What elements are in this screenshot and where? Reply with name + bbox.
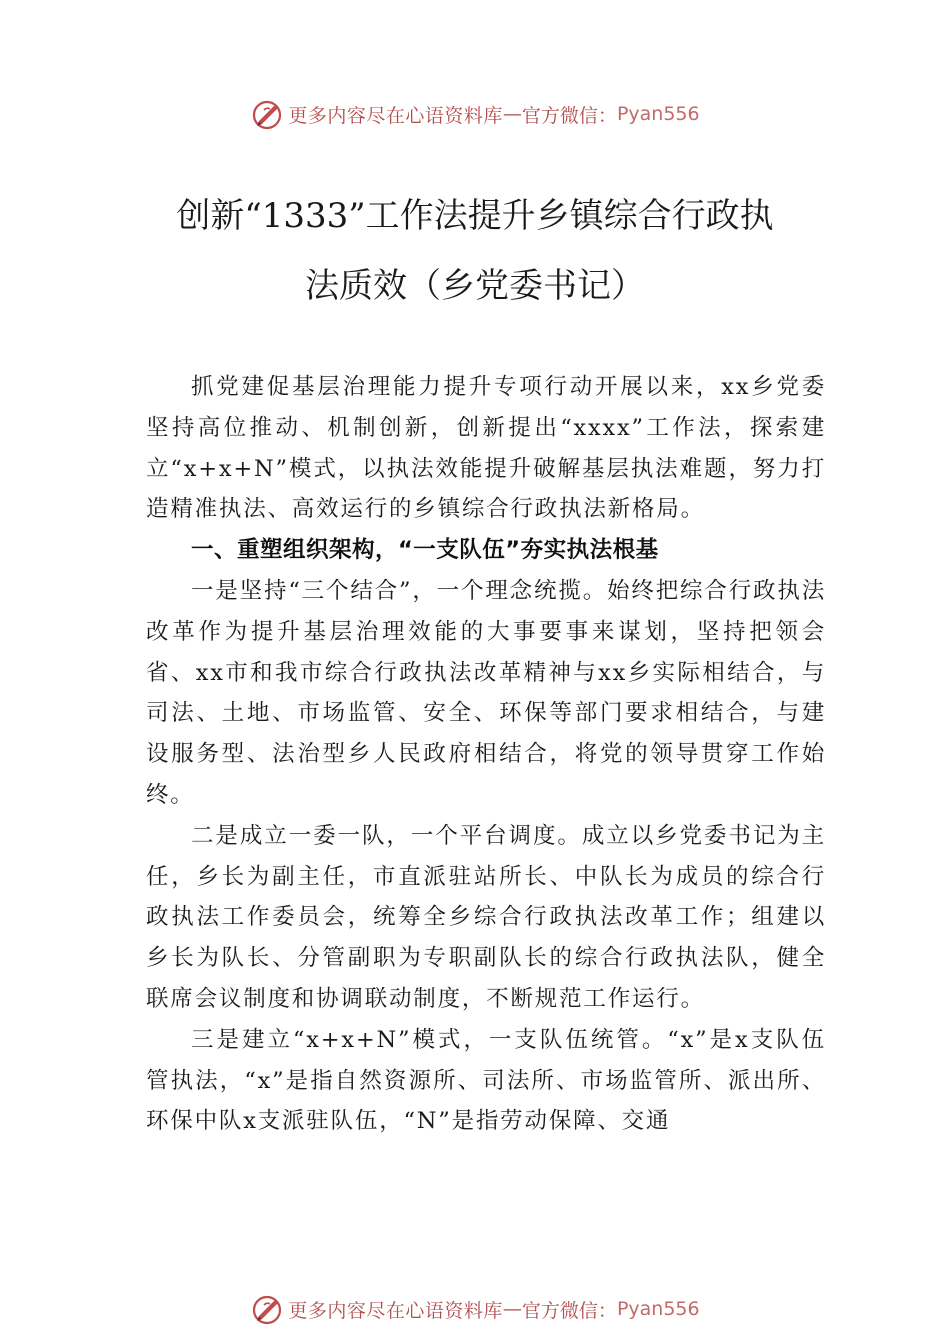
- pen-logo-icon: [250, 97, 284, 131]
- watermark-wechat-id: Pyan556: [616, 1298, 700, 1320]
- watermark-wechat-label: 官方微信：: [521, 1299, 617, 1322]
- watermark-wechat-label: 官方微信：: [521, 104, 617, 127]
- watermark-prefix: 更多内容尽在心语资料库: [288, 104, 503, 127]
- watermark-dash: —: [502, 103, 522, 125]
- paragraph-1: 一是坚持“三个结合”，一个理念统揽。始终把综合行政执法改革作为提升基层治理效能的大事要事来谋划，坚持把领会省、xx市和我市综合行政执法改革精神与xx乡实际相结合，与司法、土地、市场监管、安全、环保等部门要求相结合，与建设服务型、法治型乡人民政府相结合，将党的领导贯穿工作始终。: [146, 577, 826, 808]
- document-title-line2: 法质效（乡党委书记）: [305, 266, 645, 306]
- watermark-wechat-id: Pyan556: [616, 103, 700, 125]
- watermark-header: [0, 94, 950, 134]
- intro-paragraph: 抓党建促基层治理能力提升专项行动开展以来，xx乡党委坚持高位推动、机制创新，创新提出“xxxx”工作法，探索建立“x+x+N”模式，以执法效能提升破解基层执法难题，努力打造精准执法、高效运行的乡镇综合行政执法新格局。: [146, 374, 826, 523]
- watermark-dash: —: [502, 1298, 522, 1320]
- section-heading-1: 一、重塑组织架构，“一支队伍”夯实执法根基: [191, 537, 659, 564]
- document-title-line1: 创新“1333”工作法提升乡镇综合行政执: [176, 196, 774, 236]
- document-body: [146, 367, 826, 1142]
- watermark-prefix: 更多内容尽在心语资料库: [288, 1299, 503, 1322]
- paragraph-3: 三是建立“x+x+N”模式，一支队伍统管。“x”是x支队伍管执法，“x”是指自然资源所、司法所、市场监管所、派出所、环保中队x支派驻队伍，“N”是指劳动保障、交通: [146, 1026, 826, 1135]
- pen-logo-icon: [250, 1292, 284, 1326]
- paragraph-2: 二是成立一委一队，一个平台调度。成立以乡党委书记为主任，乡长为副主任，市直派驻站所长、中队长为成员的综合行政执法工作委员会，统筹全乡综合行政执法改革工作；组建以乡长为队长、分管副职为专职副队长的综合行政执法队，健全联席会议制度和协调联动制度，不断规范工作运行。: [146, 822, 826, 1012]
- watermark-footer: [0, 1289, 950, 1329]
